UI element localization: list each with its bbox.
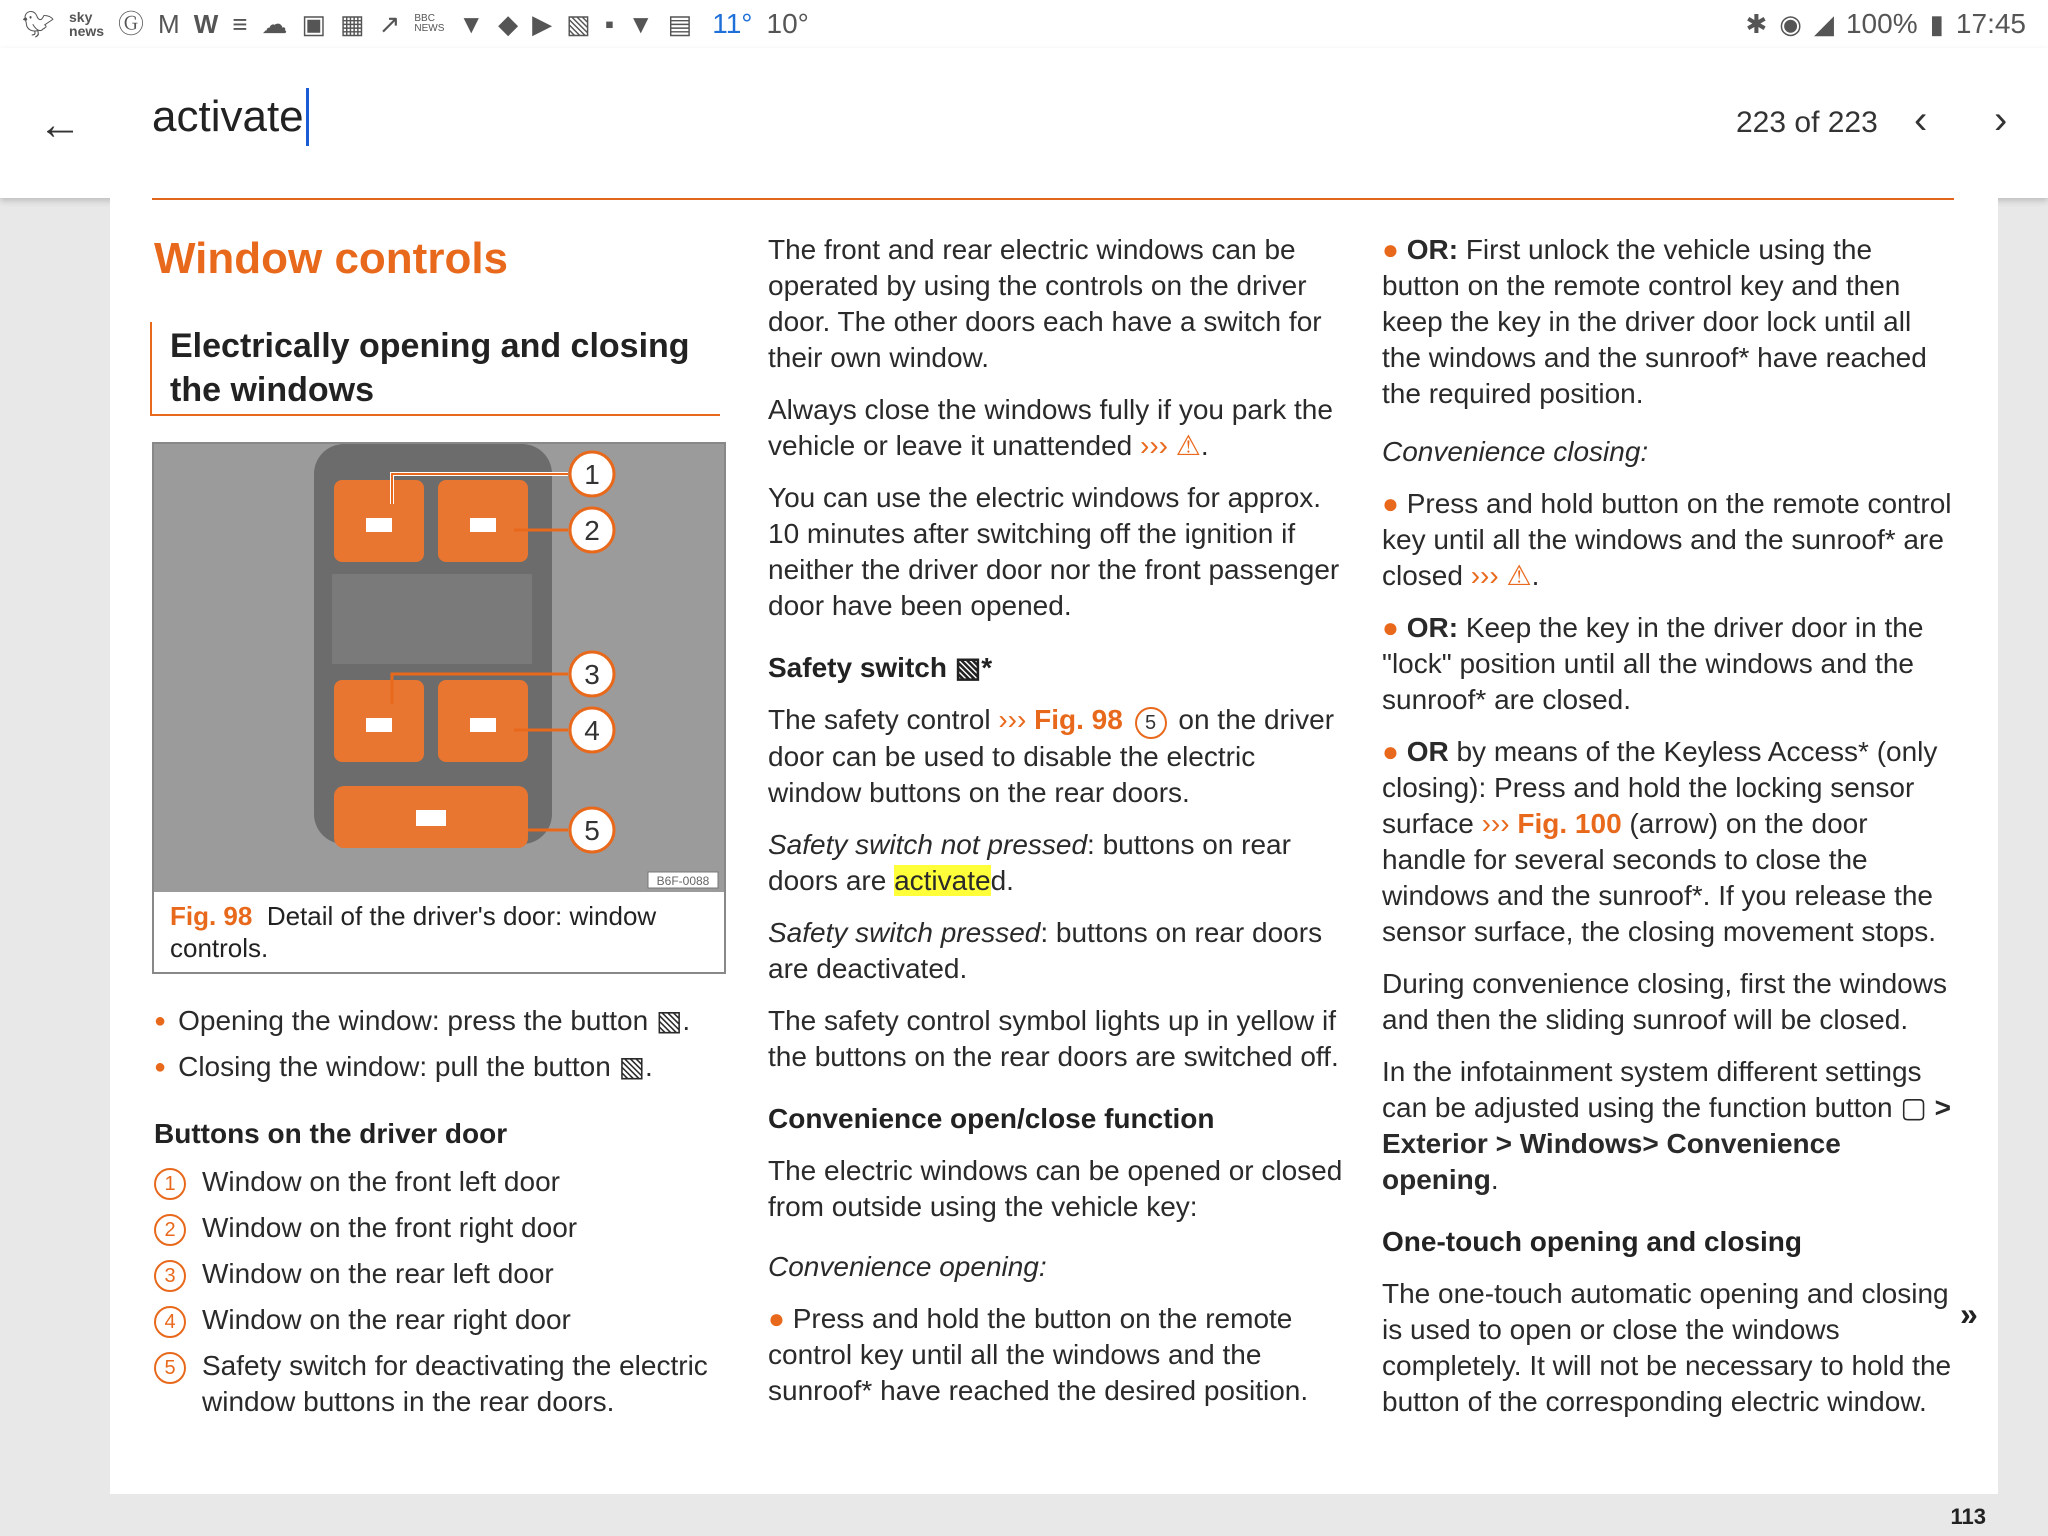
battery-icon: ▮ (1929, 9, 1944, 39)
cloud-icon: ☁ (261, 9, 288, 39)
figure-label: Fig. 98 (170, 901, 253, 931)
document-page (110, 198, 1998, 1529)
column-3 (1382, 232, 1954, 1436)
clock: 17:45 (1955, 8, 2026, 39)
paragraph: Safety switch pressed: buttons on rear doors are deactivated. (768, 917, 1323, 984)
match-count: 223 of 223 (1736, 106, 1878, 139)
paragraph: Convenience closing: (1382, 436, 1649, 467)
number-badge: 5 (154, 1352, 186, 1384)
list-item: ● Closing the window: pull the button ▧. (154, 1044, 690, 1090)
sky-news-icon: sky news (69, 9, 105, 39)
trend-icon: ↗ (378, 9, 401, 39)
w-icon: W (193, 9, 219, 39)
gallery-icon: ▧ (566, 9, 591, 39)
list-item: 3 Window on the rear left door (154, 1256, 714, 1292)
location-icon: ▼ (458, 9, 485, 39)
callout-5: 5 (584, 815, 600, 846)
list-item: 4 Window on the rear right door (154, 1302, 714, 1338)
callout-4: 4 (584, 715, 600, 746)
signal-icon: ◢ (1813, 9, 1834, 39)
callout-2: 2 (584, 515, 600, 546)
list-item: ● Opening the window: press the button ▧. (154, 998, 690, 1044)
figure-code: B6F-0088 (656, 874, 710, 888)
previous-match-button[interactable]: ‹ (1914, 98, 1928, 142)
paragraph: Always close the windows fully if you park the vehicle or leave it unattended ››› ⚠. (768, 394, 1333, 461)
circle-app-icon: Ⓖ (118, 9, 145, 39)
weather-temp-2: 10° (766, 8, 809, 39)
subheading: One-touch opening and closing (1382, 1226, 1802, 1257)
window-button-icon: ▧. (610, 1051, 653, 1082)
flipboard-icon: ▣ (301, 9, 327, 39)
warning-icon: ››› ⚠ (1140, 430, 1201, 461)
paragraph: In the infotainment system different settings can be adjusted using the function button ▢ > Exterior > Windows> Convenience opening. (1382, 1056, 1951, 1195)
section-heading: Electrically opening and closing the windows (170, 327, 690, 409)
find-in-page-bar (0, 48, 2048, 198)
system-status (1746, 0, 2027, 48)
continued-mark: » (1960, 1296, 1978, 1332)
paragraph: ● Press and hold button on the remote control key until all the windows and the sunroof* are closed ››› ⚠. (1382, 488, 1952, 591)
figure-caption-text: Detail of the driver's door: window controls. (170, 901, 657, 963)
paragraph: ● Press and hold the button on the remote control key until all the windows and the sunroof* have reached the desired position. (768, 1303, 1309, 1406)
figure-caption (170, 900, 710, 964)
bullet-icon: ● (154, 1056, 167, 1078)
status-bar (0, 0, 2048, 48)
number-badge: 4 (154, 1306, 186, 1338)
back-arrow-icon[interactable]: ← (38, 100, 82, 149)
bullet-icon: ● (1382, 234, 1399, 265)
subheading: Safety switch ▧* (768, 652, 993, 683)
next-match-button[interactable]: › (1994, 98, 2008, 142)
section-heading-box (150, 322, 720, 416)
gmail-icon: M (158, 9, 180, 39)
notification-icons (0, 8, 809, 40)
paragraph: The front and rear electric windows can be operated by using the controls on the driver door. The other doors each have a switch for their own window. (768, 234, 1322, 373)
paragraph: The safety control symbol lights up in yellow if the buttons on the rear doors are switched off. (768, 1005, 1339, 1072)
paragraph: The safety control ››› Fig. 98 5 on the driver door can be used to disable the electric window buttons on the rear doors. (768, 704, 1335, 808)
paragraph: Safety switch not pressed: buttons on rear doors are activated. (768, 829, 1291, 896)
paragraph: Convenience opening: (768, 1251, 1047, 1282)
search-input[interactable]: activate (152, 88, 309, 146)
list-item: 1 Window on the front left door (154, 1164, 714, 1200)
button-action-list (154, 998, 690, 1090)
list-item: 5 Safety switch for deactivating the electric window buttons in the rear doors. (154, 1348, 714, 1420)
bbc-news-icon: BBC NEWS (414, 13, 445, 34)
paragraph: You can use the electric windows for approx. 10 minutes after switching off the ignition if neither the driver door nor the front passenger door have been opened. (768, 482, 1340, 621)
column-2 (768, 232, 1354, 1425)
bluetooth-icon: ✱ (1745, 9, 1768, 39)
bullet-icon: ● (1382, 612, 1399, 643)
safety-switch-icon: ▧* (954, 652, 993, 683)
layers-icon: ≡ (232, 9, 248, 39)
subheading: Convenience open/close function (768, 1103, 1215, 1134)
number-badge: 1 (154, 1168, 186, 1200)
fire-icon: ▤ (667, 9, 693, 39)
bullet-icon: ● (1382, 736, 1399, 767)
driver-door-buttons (154, 1118, 714, 1430)
twitter-icon: 🐦︎ (22, 9, 56, 39)
location-icon-2: ▼ (627, 9, 654, 39)
callout-3: 3 (584, 659, 600, 690)
weather-temp: 11° (712, 8, 753, 39)
car-icon: ▢ (1900, 1092, 1927, 1123)
calendar-icon: ▦ (340, 9, 365, 39)
paragraph: The one-touch automatic opening and closing is used to open or close the windows completely. It will not be necessary to hold the button of the corresponding electric window. (1382, 1278, 1952, 1417)
search-highlight: activate (894, 865, 991, 896)
battery-percent: 100% (1845, 8, 1918, 39)
top-rule (152, 198, 1954, 200)
bullet-icon: ● (154, 1010, 167, 1032)
bullet-icon: ● (768, 1303, 785, 1334)
number-badge: 2 (154, 1214, 186, 1246)
callout-1: 1 (584, 459, 600, 490)
page-number: 113 (1950, 1504, 1986, 1529)
bullet-icon: ● (1382, 488, 1399, 519)
wifi-icon: ◉ (1779, 9, 1802, 39)
list-heading: Buttons on the driver door (154, 1118, 508, 1149)
paragraph: During convenience closing, first the windows and then the sliding sunroof will be closed. (1382, 968, 1947, 1035)
window-button-icon: ▧. (648, 1005, 691, 1036)
paragraph: ● OR: First unlock the vehicle using the button on the remote control key and then keep the key in the driver door lock until all the windows and the sunroof* have reached the required position. (1382, 234, 1927, 409)
paragraph: The electric windows can be opened or closed from outside using the vehicle key: (768, 1155, 1343, 1222)
warning-icon: ››› ⚠ (1470, 560, 1532, 591)
youtube-icon: ▶ (532, 9, 553, 39)
paragraph: ● OR by means of the Keyless Access* (only closing): Press and hold the locking sensor surface ››› Fig. 100 (arrow) on the door handle for several seconds to close the windows and the sunroof*. If you release the sensor surface, the closing movement stops. (1382, 736, 1938, 947)
figure-98 (152, 442, 726, 974)
message-icon: ▪ (604, 9, 614, 39)
figure-link[interactable]: ››› Fig. 98 (998, 704, 1123, 735)
list-item: 2 Window on the front right door (154, 1210, 714, 1246)
page-title: Window controls (154, 234, 509, 283)
figure-link[interactable]: ››› Fig. 100 (1481, 808, 1622, 839)
paragraph: ● OR: Keep the key in the driver door in the "lock" position until all the windows and the sunroof* are closed. (1382, 612, 1924, 715)
number-badge: 3 (154, 1260, 186, 1292)
callout-5-icon: 5 (1135, 707, 1167, 739)
maps-icon: ◆ (498, 9, 519, 39)
figure-image (154, 444, 724, 892)
